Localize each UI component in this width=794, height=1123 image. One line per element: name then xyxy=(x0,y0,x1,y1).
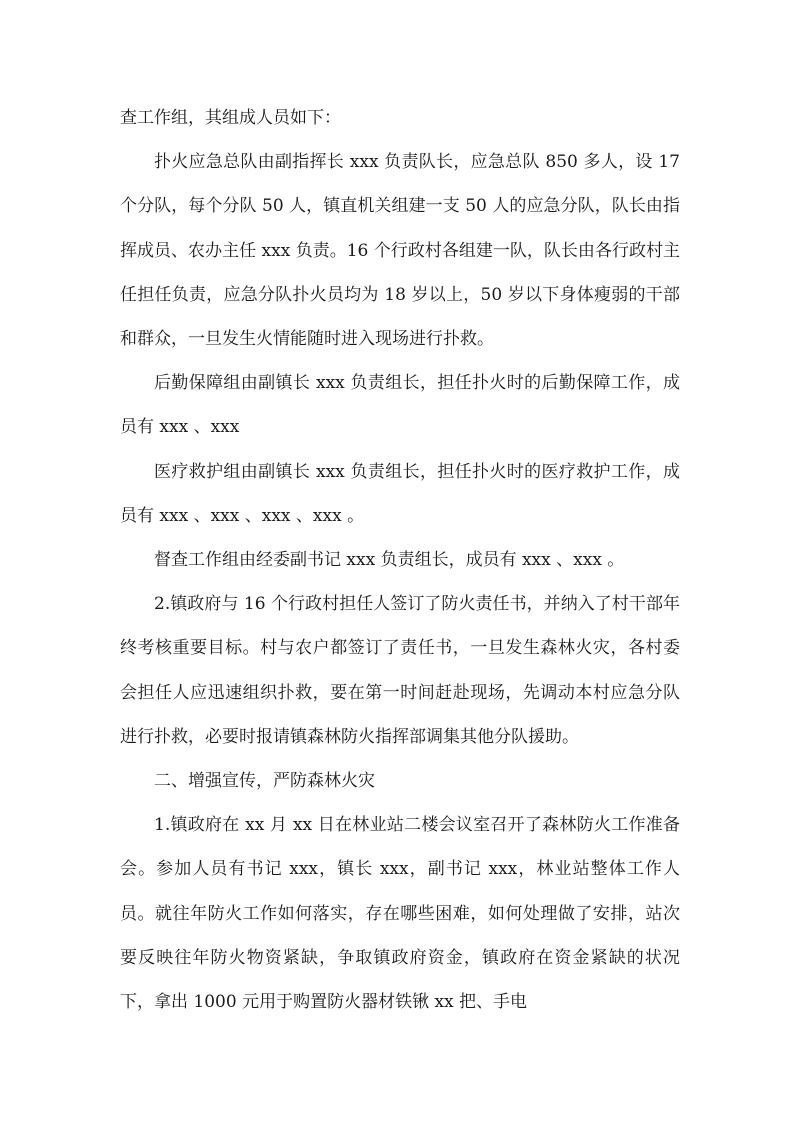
paragraph: 查工作组，其组成人员如下： xyxy=(120,108,341,128)
section-heading: 二、增强宣传，严防森林火灾 xyxy=(154,771,375,792)
paragraph: 1.镇政府在 xx 月 xx 日在林业站二楼会议室召开了森林防火工作准备会。参加人员有书记 xxx，镇长 xxx，副书记 xxx，林业站整体工作人员。就往年防火工作如何落实，存在哪些困难，如何处理做了安排，站次要反映往年防火物资紧缺，争取镇政府资金，镇政府在资金紧缺的状况下，拿出 1000 元用于购置防火器材铁锹 xx 把、手电 xyxy=(120,815,680,1013)
paragraph: 医疗救护组由副镇长 xxx 负责组长，担任扑火时的医疗救护工作，成员有 xxx 、xxx 、xxx 、xxx 。 xyxy=(120,461,680,526)
document-body xyxy=(120,96,680,1024)
paragraph: 扑火应急总队由副指挥长 xxx 负责队长，应急总队 850 多人，设 17 个分队，每个分队 50 人，镇直机关组建一支 50 人的应急分队，队长由指挥成员、农办主任 xxx 负责。16 个行政村各组建一队，队长由各行政村主任担任负责，应急分队扑火员均为 18 岁以上，50 岁以下身体瘦弱的干部和群众，一旦发生火情能随时进入现场进行扑救。 xyxy=(120,152,680,350)
paragraph: 2.镇政府与 16 个行政村担任人签订了防火责任书，并纳入了村干部年终考核重要目标。村与农户都签订了责任书，一旦发生森林火灾，各村委会担任人应迅速组织扑救，要在第一时间赶赴现场，先调动本村应急分队进行扑救，必要时报请镇森林防火指挥部调集其他分队援助。 xyxy=(120,594,680,747)
paragraph: 督查工作组由经委副书记 xxx 负责组长，成员有 xxx 、xxx 。 xyxy=(154,550,625,571)
paragraph: 后勤保障组由副镇长 xxx 负责组长，担任扑火时的后勤保障工作，成员有 xxx 、xxx xyxy=(120,373,680,438)
